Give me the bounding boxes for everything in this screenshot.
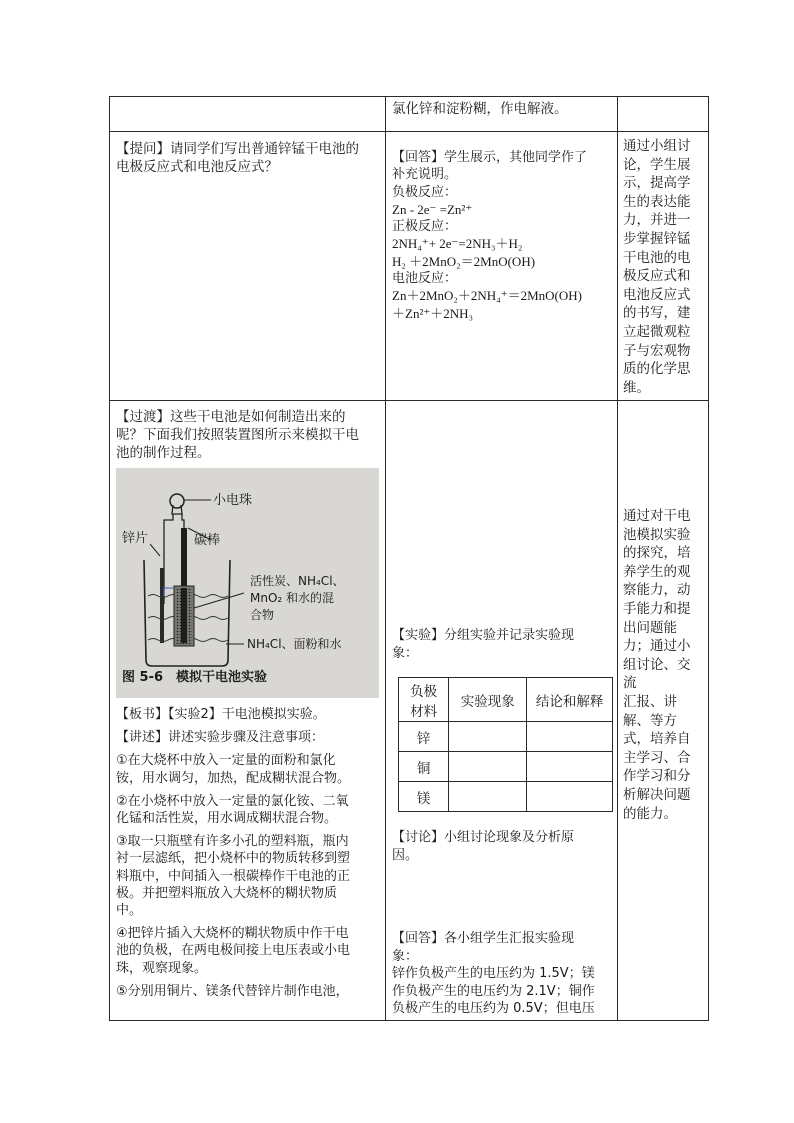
formula-line: H₂ ＋2MnO₂＝2MnO(OH) bbox=[392, 253, 536, 269]
text-line: 步掌握锌锰 bbox=[623, 230, 691, 247]
text-line: 【提问】请同学们写出普通锌锰干电池的 bbox=[116, 141, 359, 157]
experiment-record-table bbox=[398, 677, 613, 812]
text-line: ③取一只瓶壁有许多小孔的塑料瓶，瓶内 bbox=[116, 834, 349, 850]
text-line: 生的表达能 bbox=[623, 193, 691, 210]
text-line: 养学生的观 bbox=[623, 563, 691, 580]
table-cell bbox=[527, 782, 613, 812]
text-line: ④把锌片插入大烧杯的糊状物质中作干电 bbox=[116, 926, 349, 942]
text-line: 【讲述】讲述实验步骤及注意事项： bbox=[116, 730, 325, 746]
text-line: 察能力，动 bbox=[623, 582, 691, 599]
row2-left-question bbox=[116, 140, 381, 176]
text-line: 的书写，建 bbox=[623, 305, 691, 322]
text-line: 料瓶中，中间插入一根碳棒作干电池的正 bbox=[116, 868, 351, 884]
text-line: 电池反应式 bbox=[623, 286, 691, 303]
figure-caption: 图 5-6 模拟干电池实验 bbox=[122, 670, 268, 685]
text-line: 析解决问题 bbox=[623, 786, 691, 803]
text-line: 手能力和提 bbox=[623, 600, 691, 617]
text-line: 补充说明。 bbox=[392, 167, 458, 183]
row3-left-steps bbox=[116, 706, 381, 1000]
formula-line: Zn＋2MnO₂＋2NH₄⁺＝2MnO(OH) bbox=[392, 288, 582, 304]
text-line: ②在小烧杯中放入一定量的氯化铵、二氧 bbox=[116, 793, 349, 809]
table-cell bbox=[449, 722, 527, 752]
label-paste: NH₄Cl、面粉和水 bbox=[247, 637, 342, 651]
column-divider-2 bbox=[617, 96, 618, 1021]
row3-right-goal bbox=[623, 507, 701, 823]
text-line: 负极反应： bbox=[392, 184, 458, 200]
header-line: 材料 bbox=[410, 703, 438, 720]
text-line: 珠，观察现象。 bbox=[116, 960, 208, 976]
row3-mid-experiment bbox=[392, 627, 616, 663]
text-line: 因。 bbox=[392, 848, 419, 863]
text-line: 池的制作过程。 bbox=[116, 445, 211, 461]
formula-line: Zn - 2e⁻ =Zn²⁺ bbox=[392, 201, 473, 217]
label-bulb: 小电珠 bbox=[213, 493, 253, 508]
text-line: 【回答】学生展示，其他同学作了 bbox=[392, 150, 588, 165]
table-cell bbox=[527, 752, 613, 782]
row2-right-goal bbox=[623, 137, 701, 397]
row3-mid-discuss bbox=[392, 829, 616, 865]
text-line: 通过小组讨 bbox=[623, 138, 691, 154]
table-cell: 镁 bbox=[399, 782, 449, 812]
text-line: 象： bbox=[392, 646, 419, 661]
text-line: 立起微观粒 bbox=[623, 323, 691, 340]
table-row bbox=[399, 782, 613, 812]
text-line: 组讨论、交 bbox=[623, 656, 691, 673]
text-line: 解、等方 bbox=[623, 712, 677, 729]
text-line: 论，学生展 bbox=[623, 156, 691, 173]
text-line: 通过对干电 bbox=[623, 508, 691, 524]
text-line: 子与宏观物 bbox=[623, 342, 691, 359]
text-line: 【板书】【实验2】干电池模拟实验。 bbox=[116, 707, 326, 722]
text-line: 负极产生的电压约为 0.5V；但电压 bbox=[392, 1001, 595, 1017]
text-line: 力；通过小 bbox=[623, 638, 691, 655]
table-header-cell bbox=[399, 678, 449, 722]
text-line: ①在大烧杯中放入一定量的面粉和氯化 bbox=[116, 753, 336, 769]
row3-mid-answer bbox=[392, 930, 616, 1018]
text-line: 流 bbox=[623, 675, 637, 692]
table-cell: 锌 bbox=[399, 722, 449, 752]
table-right-border bbox=[708, 96, 709, 1021]
row-divider-1 bbox=[109, 131, 709, 132]
label-mix-line3: 合物 bbox=[250, 608, 275, 622]
header-line: 负极 bbox=[410, 683, 438, 700]
formula-line: 2NH₄⁺+ 2e⁻=2NH₃＋H₂ bbox=[392, 236, 523, 252]
text-line: ⑤分别用铜片、镁条代替锌片制作电池， bbox=[116, 983, 349, 999]
text-line: 主学习、合 bbox=[623, 749, 691, 766]
text-line: 的能力。 bbox=[623, 805, 677, 822]
text-line: 象： bbox=[392, 948, 419, 964]
text-line: 呢？下面我们按照装置图所示来模拟干电 bbox=[116, 427, 359, 443]
text-line: 干电池的电 bbox=[623, 249, 691, 266]
table-bottom-border bbox=[109, 1020, 709, 1021]
row3-left-intro bbox=[116, 408, 381, 462]
text-line: 池模拟实验 bbox=[623, 526, 691, 543]
row1-mid-text: 氯化锌和淀粉糊，作电解液。 bbox=[392, 101, 568, 117]
text-line: 极。并把塑料瓶放入大烧杯的糊状物质 bbox=[116, 885, 338, 901]
text-line: 汇报、讲 bbox=[623, 693, 677, 710]
text-line: 质的化学思 bbox=[623, 361, 691, 378]
label-carbon: 碳棒 bbox=[194, 533, 221, 548]
text-line: 维。 bbox=[623, 379, 650, 396]
text-line: 出问题能 bbox=[623, 619, 677, 636]
table-row bbox=[399, 752, 613, 782]
text-line: 示，提高学 bbox=[623, 175, 691, 192]
dry-cell-experiment-figure bbox=[116, 468, 379, 698]
table-header-cell: 实验现象 bbox=[449, 678, 527, 722]
text-line: 衬一层滤纸，把小烧杯中的物质转移到塑 bbox=[116, 851, 351, 867]
row-divider-2 bbox=[109, 400, 709, 401]
text-line: 作负极产生的电压约为 2.1V；铜作 bbox=[392, 983, 595, 999]
table-row bbox=[399, 722, 613, 752]
text-line: 化锰和活性炭，用水调成糊状混合物。 bbox=[116, 811, 338, 827]
table-top-border bbox=[109, 96, 709, 97]
table-left-border bbox=[109, 96, 110, 1021]
label-zinc: 锌片 bbox=[122, 531, 149, 546]
text-line: 中。 bbox=[116, 903, 143, 919]
label-mix-line1: 活性炭、NH₄Cl、 bbox=[250, 574, 345, 588]
text-line: 极反应式和 bbox=[623, 268, 691, 285]
text-line: 【讨论】小组讨论现象及分析原 bbox=[392, 830, 575, 845]
label-mix-line2: MnO₂ 和水的混 bbox=[250, 591, 335, 605]
text-line: 电池反应： bbox=[392, 271, 458, 287]
text-line: 电极反应式和电池反应式？ bbox=[116, 159, 278, 175]
text-line: 力，并进一 bbox=[623, 212, 691, 229]
table-cell bbox=[527, 722, 613, 752]
table-cell: 铜 bbox=[399, 752, 449, 782]
text-line: 作学习和分 bbox=[623, 768, 691, 785]
text-line: 池的负极，在两电极间接上电压表或小电 bbox=[116, 943, 351, 959]
table-header-cell: 结论和解释 bbox=[527, 678, 613, 722]
text-line: 【实验】分组实验并记录实验现 bbox=[392, 628, 575, 643]
row2-mid-answer bbox=[392, 149, 616, 322]
text-line: 锌作负极产生的电压约为 1.5V；镁 bbox=[392, 966, 595, 982]
apparatus-diagram bbox=[116, 468, 379, 698]
table-cell bbox=[449, 782, 527, 812]
column-divider-1 bbox=[385, 96, 386, 1021]
text-line: 式，培养自 bbox=[623, 731, 691, 748]
text-line: 正极反应： bbox=[392, 219, 458, 235]
text-line: 铵，用水调匀，加热，配成糊状混合物。 bbox=[116, 770, 351, 786]
text-line: 的探究，培 bbox=[623, 545, 691, 562]
table-cell bbox=[449, 752, 527, 782]
text-line: 【回答】各小组学生汇报实验现 bbox=[392, 931, 575, 946]
formula-line: ＋Zn²⁺＋2NH₃ bbox=[392, 305, 474, 321]
text-line: 【过渡】这些干电池是如何制造出来的 bbox=[116, 409, 346, 425]
